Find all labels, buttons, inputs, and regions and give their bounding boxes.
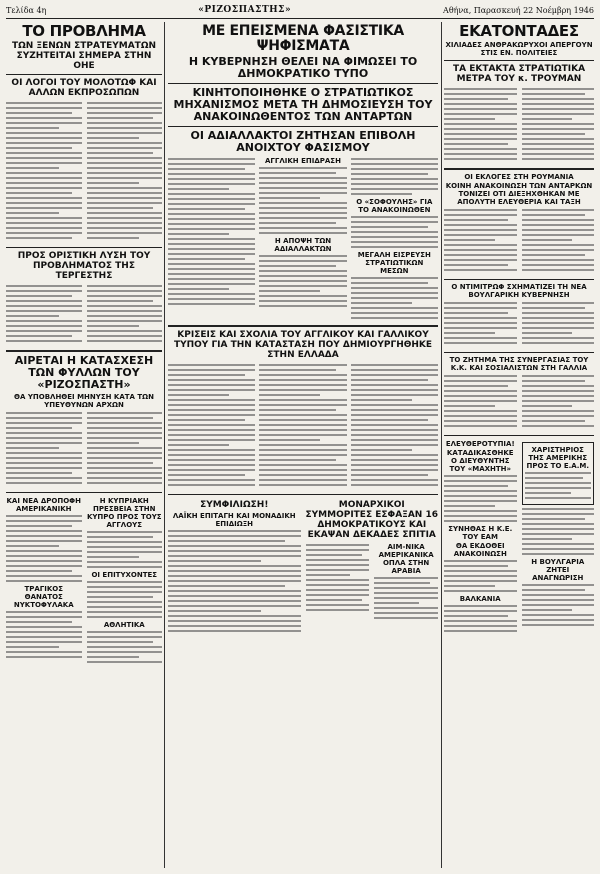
headline-cyprus-embassy: Η ΚΥΠΡΙΑΚΗ ΠΡΕΣΒΕΙΑ ΣΤΗΝ ΚΥΠΡΟ ΠΡΟΣ ΤΟΥΣ ΑΓΓΛΟΥΣ	[86, 497, 162, 529]
headline-military-mobilised: ΚΙΝΗΤΟΠΟΙΗΘΗΚΕ Ο ΣΤΡΑΤΙΩΤΙΚΟΣ ΜΗΧΑΝΙΣΜΟΣ ΜΕΤΑ ΤΗ ΔΗΜΟΣΙΕΥΣΗ ΤΟΥ ΑΝΑΚΟΙΝΩΘΕΝΤΟΣ ΤΩΝ ΑΝΤΑΡΤΩΝ	[173, 86, 433, 123]
subheadline-british-influence: ΑΓΓΛΙΚΗ ΕΠΙΔΡΑΣΗ	[265, 157, 341, 165]
divider	[444, 279, 594, 280]
headline-truman-measures: ΤΑ ΕΚΤΑΚΤΑ ΣΤΡΑΤΙΩΤΙΚΑ ΜΕΤΡΑ ΤΟΥ κ. ΤΡΟΥΜΑΝ	[452, 64, 586, 84]
divider	[6, 350, 162, 352]
headline-seizure-lifted: ΑΙΡΕΤΑΙ Η ΚΑΤΑΣΧΕΣΗ ΤΩΝ ΦΥΛΛΩΝ ΤΟΥ «ΡΙΖΟΣΠΑΣΤΗ»	[14, 354, 154, 391]
headline-dimitrov-government: Ο ΝΤΙΜΙΤΡΩΦ ΣΧΗΜΑΤΙΖΕΙ ΤΗ ΝΕΑ ΒΟΥΛΓΑΡΙΚΗ ΚΥΒΕΡΝΗΣΗ	[451, 283, 587, 299]
issue-date: Αθήνα, Παρασκευή 22 Νοέμβρη 1946	[443, 5, 594, 15]
headline-tragic-death: ΤΡΑΓΙΚΟΣ ΘΑΝΑΤΟΣ ΝΥΚΤΟΦΥΛΑΚΑ	[13, 585, 74, 609]
headline-sports: ΑΘΛΗΤΙΚΑ	[103, 621, 145, 629]
article-text-block	[168, 362, 438, 491]
subheadline-molotov: ΟΙ ΛΟΓΟΙ ΤΟΥ ΜΟΛΟΤΩΦ ΚΑΙ ΑΛΛΩΝ ΕΚΠΡΟΣΩΠΩΝ	[11, 78, 157, 98]
headline-foreign-press: ΚΡΙΣΕΙΣ ΚΑΙ ΣΧΟΛΙΑ ΤΟΥ ΑΓΓΛΙΚΟΥ ΚΑΙ ΓΑΛΛΙΚΟΥ ΤΥΠΟΥ ΓΙΑ ΤΗΝ ΚΑΤΑΣΤΑΣΗ ΠΟΥ ΔΗΜΙΟΥΡΓΗΘΗΚΕ ΣΤΗΝ ΕΛΛΑΔΑ	[173, 330, 433, 360]
divider	[6, 74, 162, 75]
headline-open-fascism: ΟΙ ΑΔΙΑΛΛΑΚΤΟΙ ΖΗΤΗΣΑΝ ΕΠΙΒΟΛΗ ΑΝΟΙΧΤΟΥ ΦΑΣΙΣΜΟΥ	[190, 129, 416, 154]
subheadline-popular-demand: ΛΑΪΚΗ ΕΠΙΤΑΓΗ ΚΑΙ ΜΟΝΑΔΙΚΗ ΕΠΙΔΙΩΞΗ	[172, 512, 296, 528]
subheadline-arabia-arms: ΑΙΜ-ΝΙΚΑ ΑΜΕΡΙΚΑΝΙΚΑ ΟΠΛΑ ΣΤΗΝ ΑΡΑΒΙΑ	[378, 543, 434, 575]
left-column	[6, 22, 162, 868]
subheadline-hardliners-view: Η ΑΠΟΨΗ ΤΩΝ ΑΔΙΑΛΛΑΚΤΩΝ	[274, 237, 332, 253]
headline-press-freedom: ΕΛΕΥΘΕΡΟΤΥΠΙΑ!	[445, 440, 515, 448]
headline-thanks-eam: ΧΑΡΙΣΤΗΡΙΟΣ ΤΗΣ ΑΜΕΡΙΚΗΣ ΠΡΟΣ ΤΟ Ε.Α.Μ.	[526, 446, 589, 470]
divider	[168, 83, 438, 84]
middle-column	[168, 22, 438, 868]
headline-bulgaria-recognition: Η ΒΟΥΛΓΑΡΙΑ ΖΗΤΕΙ ΑΝΑΓΝΩΡΙΣΗ	[531, 558, 585, 582]
headline-eam-committee: ΣΥΝΗΘΑΣ Η Κ.Ε. ΤΟΥ ΕΑΜ	[448, 525, 513, 541]
text-lines	[6, 102, 82, 242]
subheadline-un: ΤΩΝ ΞΕΝΩΝ ΣΤΡΑΤΕΥΜΑΤΩΝ ΣΥΖΗΤΕΙΤΑΙ ΣΗΜΕΡΑ ΣΤΗΝ ΟΗΕ	[11, 41, 157, 71]
subheadline-joint-statement: ΚΟΙΝΗ ΑΝΑΚΟΙΝΩΣΗ ΤΩΝ ΑΝΤΑΡΚΩΝ ΤΟΝΙΖΕΙ ΟΤΙ ΔΙΕΞΗΧΘΗΚΑΝ ΜΕ ΑΠΟΛΥΤΗ ΕΛΕΥΘΕΡΙΑ ΚΑΙ ΤΑΞΗ	[445, 182, 593, 206]
subheadline-machitis-editor: ΚΑΤΑΔΙΚΑΣΘΗΚΕ Ο ΔΙΕΥΘΥΝΤΗΣ ΤΟΥ «ΜΑΧΗΤΗ»	[446, 449, 514, 473]
article-text-block	[6, 410, 162, 489]
divider	[444, 352, 594, 353]
headline-foreign-troops: ΤΟ ΠΡΟΒΛΗΜΑ	[22, 22, 146, 40]
divider	[444, 168, 594, 170]
divider	[6, 247, 162, 248]
page-number: Τελίδα 4η	[6, 5, 47, 15]
boxed-article	[522, 442, 595, 505]
divider	[168, 494, 438, 495]
divider	[444, 60, 594, 61]
article-text-block	[444, 300, 594, 349]
article-text-block	[444, 86, 594, 165]
article-text-block	[6, 283, 162, 347]
right-column	[444, 22, 594, 868]
subheadline-lawsuit: ΘΑ ΥΠΟΒΛΗΘΕΙ ΜΗΝΥΣΗ ΚΑΤΑ ΤΩΝ ΥΠΕΥΘΥΝΩΝ ΑΡΧΩΝ	[14, 393, 154, 409]
column-divider	[164, 22, 165, 868]
headline-reconciliation: ΣΥΜΦΙΛΙΩΣΗ!	[200, 500, 269, 510]
headline-american-drop: ΚΑΙ ΝΕΑ ΔΡΟΠΟΦΗ ΑΜΕΡΙΚΑΝΙΚΗ	[6, 497, 81, 513]
masthead	[6, 2, 594, 19]
text-lines	[87, 102, 163, 242]
subheadline-announcement: ΘΑ ΕΚΔΟΘΕΙ ΑΝΑΚΟΙΝΩΣΗ	[453, 542, 507, 558]
main-headline: ΜΕ ΕΠΕΙΣΜΕΝΑ ΦΑΣΙΣΤΙΚΑ ΨΗΦΙΣΜΑΤΑ	[202, 23, 404, 54]
headline-hundreds: ΕΚΑΤΟΝΤΑΔΕΣ	[459, 22, 579, 40]
headline-successful-candidates: ΟΙ ΕΠΙΤΥΧΟΝΤΕΣ	[91, 571, 158, 579]
divider	[444, 435, 594, 436]
newspaper-title: «ΡΙΖΟΣΠΑΣΤΗΣ»	[198, 5, 292, 15]
headline-trieste: ΠΡΟΣ ΟΡΙΣΤΙΚΗ ΛΥΣΗ ΤΟΥ ΠΡΟΒΛΗΜΑΤΟΣ ΤΗΣ ΤΕΡΓΕΣΤΗΣ	[17, 251, 151, 281]
headline-balkans: ΒΑΛΚΑΝΙΑ	[459, 595, 501, 603]
column-divider	[441, 22, 442, 868]
subheadline-military-influx: ΜΕΓΑΛΗ ΕΙΣΡΕΥΣΗ ΣΤΡΑΤΙΩΤΙΚΩΝ ΜΕΣΩΝ	[357, 251, 431, 275]
divider	[168, 126, 438, 127]
article-pair	[444, 439, 594, 635]
divider	[6, 492, 162, 493]
article-text-block	[168, 156, 438, 322]
article-text-block	[6, 100, 162, 244]
headline-monarchist-gangs: ΜΟΝΑΡΧΙΚΟΙ ΣΥΜΜΟΡΙΤΕΣ ΕΣΦΑΞΑΝ 16 ΔΗΜΟΚΡΑΤΙΚΟΥΣ ΚΑΙ ΕΚΑΨΑΝ ΔΕΚΑΔΕΣ ΣΠΙΤΙΑ	[305, 500, 438, 540]
headline-france-cooperation: ΤΟ ΖΗΤΗΜΑ ΤΗΣ ΣΥΝΕΡΓΑΣΙΑΣ ΤΟΥ Κ.Κ. ΚΑΙ ΣΟΣΙΑΛΙΣΤΩΝ ΣΤΗ ΓΑΛΛΙΑ	[449, 356, 589, 372]
article-pair	[168, 498, 438, 635]
divider	[168, 325, 438, 327]
subheadline-sofoulis: Ο «ΣΟΦΟΥΛΗΣ» ΓΙΑ ΤΟ ΑΝΑΚΟΙΝΩΘΕΝ	[356, 198, 433, 214]
main-subheadline: Η ΚΥΒΕΡΝΗΣΗ ΘΕΛΕΙ ΝΑ ΦΙΜΩΣΕΙ ΤΟ ΔΗΜΟΚΡΑΤΙΚΟ ΤΥΠΟ	[188, 55, 418, 80]
headline-romania-elections: ΟΙ ΕΚΛΟΓΕΣ ΣΤΗ ΡΟΥΜΑΝΙΑ	[464, 173, 574, 181]
subheadline-coal-miners: ΧΙΛΙΑΔΕΣ ΑΝΘΡΑΚΩΡΥΧΟΙ ΑΠΕΡΓΟΥΝ ΣΤΙΣ ΕΝ. ΠΟΛΙΤΕΙΕΣ	[445, 41, 593, 57]
article-text-block	[444, 373, 594, 432]
article-pair	[6, 496, 162, 666]
article-text-block	[444, 207, 594, 276]
